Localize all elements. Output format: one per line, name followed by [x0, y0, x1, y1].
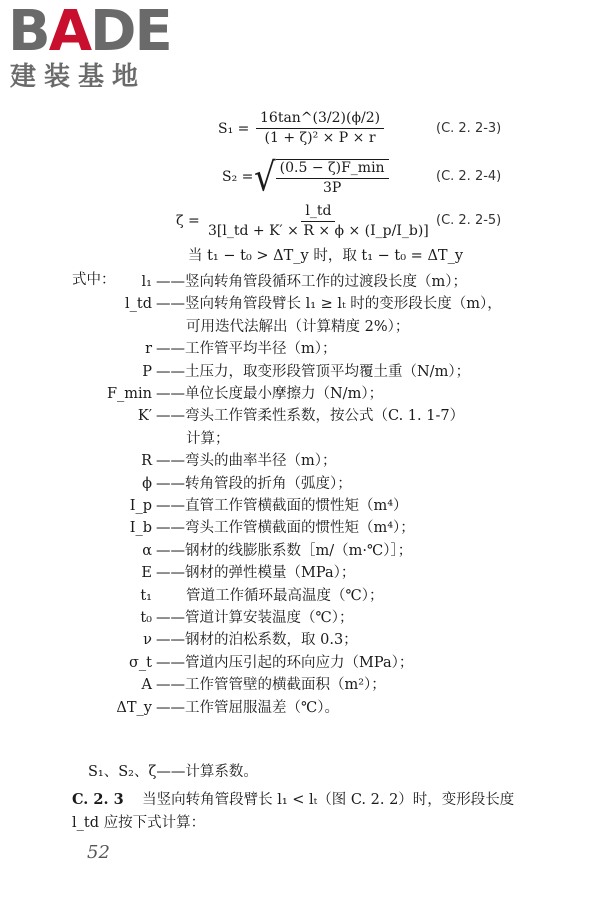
definition-symbol: r — [145, 341, 152, 358]
definition-dash: —— — [156, 274, 185, 290]
formula-denominator: (1 + ζ)² × P × r — [264, 130, 376, 146]
definition-text — [156, 272, 467, 292]
definition-text — [156, 563, 355, 583]
formula-fraction — [276, 160, 389, 197]
definition-text — [156, 384, 383, 404]
definition-text — [156, 474, 352, 494]
definition-dash: —— — [156, 453, 185, 470]
definition-description: 管道计算安装温度（℃）； — [185, 610, 354, 626]
coefficients-line: S₁、S₂、ζ——计算系数。 — [88, 764, 258, 780]
section-c-2-3 — [72, 790, 514, 810]
definition-symbol: F_min — [106, 386, 152, 402]
formula-fraction — [204, 203, 433, 240]
definition-symbol: α — [142, 542, 152, 559]
definition-text — [156, 541, 412, 561]
definition-description: 工作管管壁的横截面积（m²）； — [185, 677, 386, 694]
formula-lhs: S₁ = — [218, 121, 250, 137]
definition-text — [156, 653, 413, 673]
definition-symbol: A — [141, 677, 152, 694]
definition-dash: —— — [156, 475, 185, 492]
formula-denominator: 3[l_td + K′ × R × ϕ × (I_p/I_b)] — [208, 223, 429, 239]
definition-description: 竖向转角管段循环工作的过渡段长度（m）； — [185, 274, 467, 290]
definition-symbol: t₁ — [140, 587, 152, 604]
square-root — [254, 155, 389, 201]
definition-symbol: σ_t — [129, 654, 152, 671]
formula-numerator: l_td — [301, 203, 335, 222]
definition-symbol: P — [142, 363, 152, 380]
page-number: 52 — [87, 842, 110, 863]
definition-text — [156, 608, 353, 628]
bade-logo — [8, 0, 178, 94]
radical-sign: √ — [254, 155, 276, 201]
definition-description: 弯头工作管柔性系数，按公式（C. 1. 1-7） — [185, 408, 465, 425]
definition-text — [156, 675, 386, 695]
definition-text — [186, 586, 383, 606]
formula-numerator: 16tan^(3/2)(ϕ/2) — [256, 110, 384, 129]
section-text: 当竖向转角管段臂长 l₁ < lₜ（图 C. 2. 2）时，变形段长度 — [142, 792, 515, 808]
definition-dash: —— — [156, 542, 185, 559]
definition-symbol: t₀ — [140, 610, 152, 626]
where-label: 式中： — [72, 272, 116, 288]
definition-description: 管道工作循环最高温度（℃）； — [186, 587, 384, 604]
formula-fraction — [256, 110, 384, 147]
definition-description: 可用迭代法解出（计算精度 2%）； — [186, 318, 410, 335]
definition-dash: —— — [156, 520, 185, 537]
definition-symbol: R — [141, 453, 152, 470]
formula-lhs: ζ = — [176, 213, 200, 229]
definition-dash: —— — [156, 341, 185, 358]
definition-description: 钢材的弹性模量（MPa）； — [185, 565, 356, 582]
definition-text — [186, 429, 230, 449]
definition-text — [156, 294, 502, 314]
definition-description: 直管工作管横截面的惯性矩（m⁴） — [185, 498, 408, 514]
definition-symbol: ϕ — [142, 475, 152, 492]
section-number: C. 2. 3 — [72, 791, 124, 808]
definition-dash: —— — [156, 610, 185, 626]
definition-text — [156, 518, 415, 538]
definition-symbol: I_p — [129, 498, 152, 514]
equation-number: (C. 2. 2-5) — [436, 213, 502, 228]
definition-dash: —— — [156, 677, 185, 694]
definition-description: 工作管平均半径（m）； — [185, 341, 337, 358]
definition-description: 转角管段的折角（弧度）； — [185, 475, 352, 492]
definition-text — [156, 496, 408, 516]
definition-dash: —— — [156, 632, 185, 649]
logo-subtitle: 建装基地 — [10, 62, 147, 92]
definition-dash: —— — [156, 408, 185, 425]
equation-number: (C. 2. 2-3) — [436, 121, 502, 136]
formula-c-2-2-4 — [0, 157, 600, 201]
definition-dash: —— — [156, 699, 185, 716]
definition-symbol: ν — [143, 632, 152, 649]
definition-text — [156, 630, 358, 650]
definition-symbol: ΔT_y — [116, 699, 152, 716]
definition-symbol: l₁ — [141, 274, 152, 290]
logo-wordmark: BADE — [8, 0, 171, 64]
definition-dash: —— — [156, 565, 185, 582]
formula-lhs: S₂ = — [222, 169, 254, 185]
definition-symbol: l_td — [125, 296, 152, 313]
definition-text — [156, 406, 464, 426]
definition-description: 工作管屈服温差（℃）。 — [185, 699, 339, 716]
definition-text — [156, 698, 339, 718]
definition-text — [186, 317, 409, 337]
definition-description: 单位长度最小摩擦力（N/m）； — [185, 386, 384, 402]
definition-symbol: K′ — [137, 408, 152, 425]
definition-text — [156, 362, 470, 382]
section-text-continued: l_td 应按下式计算： — [72, 815, 206, 831]
condition-text: 当 t₁ − t₀ > ΔT_y 时，取 t₁ − t₀ = ΔT_y — [188, 248, 464, 264]
definition-description: 弯头工作管横截面的惯性矩（m⁴）； — [185, 520, 415, 537]
definition-description: 弯头的曲率半径（m）； — [185, 453, 337, 470]
equation-number: (C. 2. 2-4) — [436, 169, 502, 184]
definition-text — [156, 339, 337, 359]
definition-dash: —— — [156, 386, 185, 402]
definition-description: 管道内压引起的环向应力（MPa）； — [185, 654, 414, 671]
definition-dash: —— — [156, 296, 185, 313]
formula-denominator: 3P — [322, 180, 342, 196]
definition-symbol: E — [141, 565, 152, 582]
definition-text — [156, 451, 337, 471]
definition-description: 钢材的线膨胀系数［m/（m·℃）］； — [185, 542, 413, 559]
formula-c-2-2-5 — [0, 201, 600, 245]
definition-description: 钢材的泊松系数，取 0.3； — [185, 632, 358, 649]
definition-dash: —— — [156, 498, 185, 514]
definition-description: 竖向转角管段臂长 l₁ ≥ lₜ 时的变形段长度（m）， — [185, 296, 502, 313]
formula-numerator: (0.5 − ζ)F_min — [276, 160, 389, 179]
definition-description: 计算； — [186, 430, 230, 447]
definition-description: 土压力，取变形段管顶平均覆土重（N/m）； — [185, 363, 471, 380]
definition-dash: —— — [156, 654, 185, 671]
formula-c-2-2-3 — [0, 106, 600, 156]
definition-dash: —— — [156, 363, 185, 380]
definition-symbol: I_b — [129, 520, 152, 537]
